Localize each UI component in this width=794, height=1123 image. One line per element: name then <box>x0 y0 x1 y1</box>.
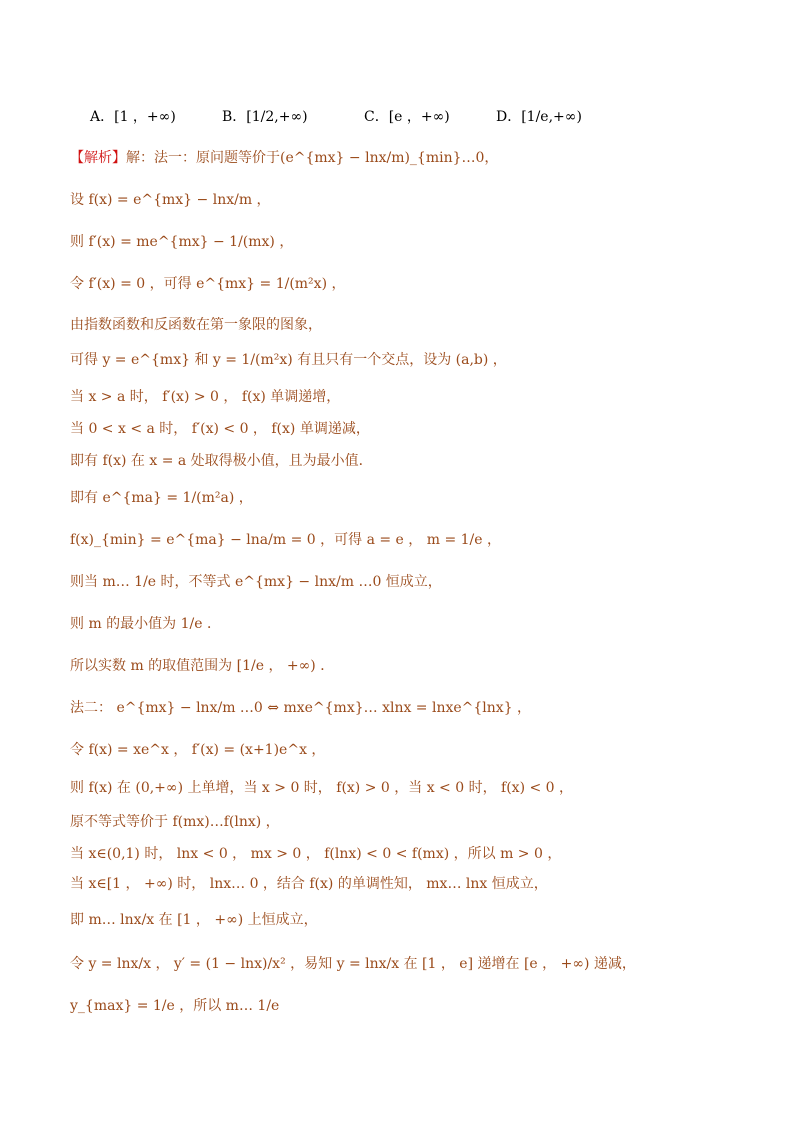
option-a: A．[1 ，+∞) <box>90 109 176 125</box>
solution-line-15: 令 f(x) = xe^x ， f′(x) = (x+1)e^x ， <box>70 742 326 758</box>
solution-line-20: 即 m… lnx/x 在 [1 ， +∞) 上恒成立， <box>70 912 318 928</box>
solution-line-10: f(x)_{min} = e^{ma} − lna/m = 0 ，可得 a = e ， m = 1/e ， <box>70 532 501 548</box>
solution-line-11: 则当 m… 1/e 时，不等式 e^{mx} − lnx/m …0 恒成立， <box>70 574 442 590</box>
solution-line-2: 则 f′(x) = me^{mx} − 1/(mx) ， <box>70 234 294 250</box>
solution-line-21: 令 y = lnx/x ， y′ = (1 − lnx)/x² ，易知 y = lnx/x 在 [1 ， e] 递增在 [e ， +∞) 递减， <box>70 956 636 972</box>
solution-line-14: 法二： e^{mx} − lnx/m …0 ⇔ mxe^{mx}… xlnx = lnxe^{lnx} ， <box>70 700 532 716</box>
solution-line-8: 即有 f(x) 在 x = a 处取得极小值，且为最小值． <box>70 453 373 469</box>
option-b: B．[1/2,+∞) <box>222 109 308 125</box>
solution-text: 解：法一：原问题等价于(e^{mx} − lnx/m)_{min}…0， <box>126 150 499 166</box>
solution-line-12: 则 m 的最小值为 1/e ． <box>70 616 221 632</box>
solution-line-0 <box>70 148 498 168</box>
solution-line-17: 原不等式等价于 f(mx)…f(lnx) ， <box>70 814 280 830</box>
solution-line-7: 当 0 < x < a 时， f′(x) < 0 ， f(x) 单调递减， <box>70 421 370 437</box>
solution-line-13: 所以实数 m 的取值范围为 [1/e ， +∞) ． <box>70 658 335 674</box>
solution-line-18: 当 x∈(0,1) 时， lnx < 0 ， mx > 0 ， f(lnx) < 0 < f(mx) ，所以 m > 0 ， <box>70 846 562 862</box>
analysis-tag: 【解析】 <box>70 150 126 166</box>
solution-line-19: 当 x∈[1 ， +∞) 时， lnx… 0 ，结合 f(x) 的单调性知， mx… lnx 恒成立， <box>70 876 548 892</box>
solution-line-16: 则 f(x) 在 (0,+∞) 上单增，当 x > 0 时， f(x) > 0 ，当 x < 0 时， f(x) < 0 ， <box>70 780 574 796</box>
option-c: C．[e ，+∞) <box>364 109 450 125</box>
solution-line-6: 当 x > a 时， f′(x) > 0 ， f(x) 单调递增， <box>70 389 341 405</box>
solution-line-22: y_{max} = 1/e ，所以 m… 1/e <box>70 998 280 1014</box>
solution-line-4: 由指数函数和反函数在第一象限的图象， <box>70 317 322 333</box>
solution-line-9: 即有 e^{ma} = 1/(m²a) ， <box>70 490 253 506</box>
solution-line-5: 可得 y = e^{mx} 和 y = 1/(m²x) 有且只有一个交点，设为 (a,b) ， <box>70 352 507 368</box>
solution-line-3: 令 f′(x) = 0 ，可得 e^{mx} = 1/(m²x) ， <box>70 276 346 292</box>
option-d: D．[1/e,+∞) <box>496 109 582 125</box>
solution-line-1: 设 f(x) = e^{mx} − lnx/m ， <box>70 192 271 208</box>
